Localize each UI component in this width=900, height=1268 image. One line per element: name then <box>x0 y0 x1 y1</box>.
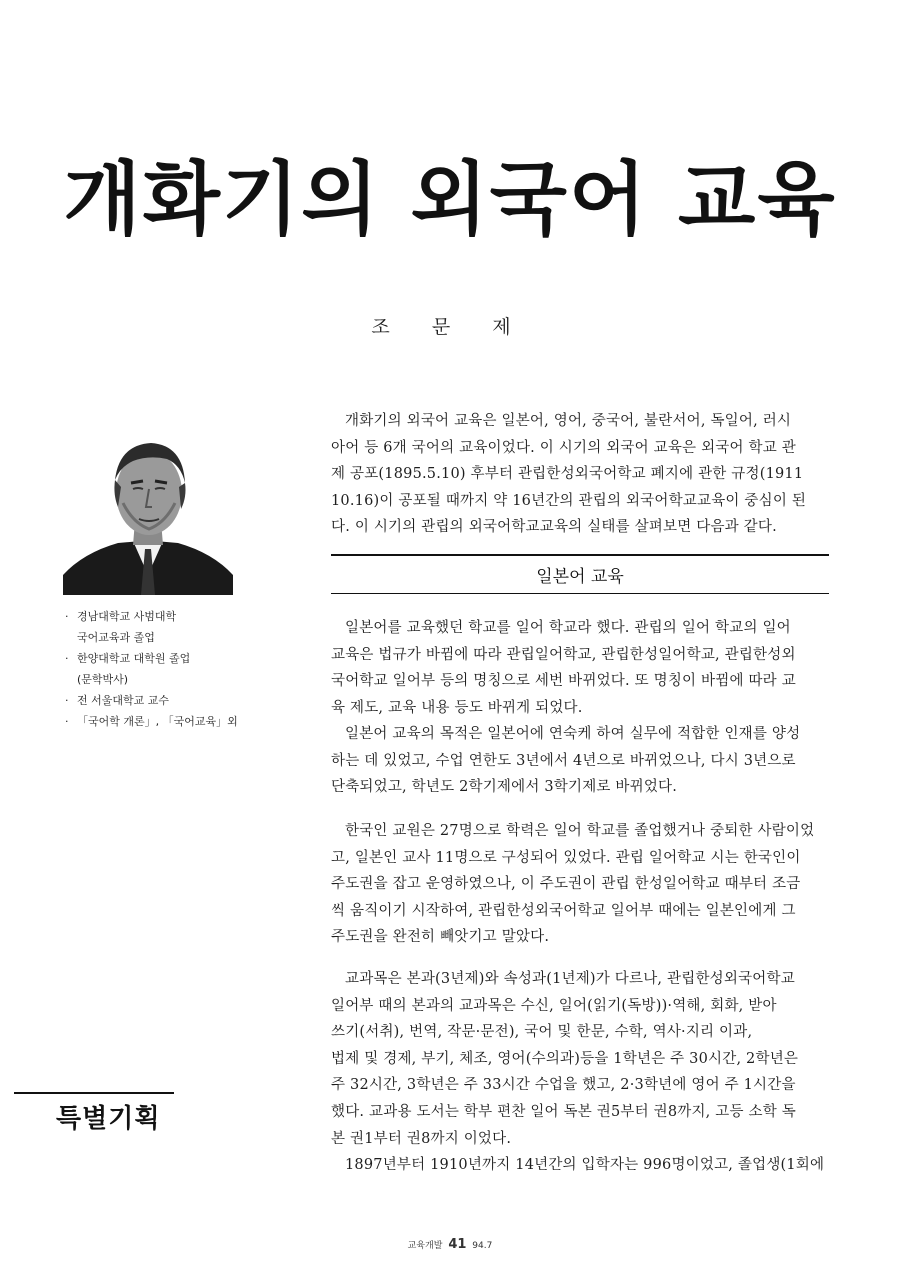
text-line: 쓰기(서취), 번역, 작문·문전), 국어 및 한문, 수학, 역사·지리 이과, <box>331 1024 753 1041</box>
text-line: 일본어 교육의 목적은 일본어에 연숙케 하여 실무에 적합한 인재를 양성 <box>345 726 801 742</box>
text-line: 제 공포(1895.5.10) 후부터 관립한성외국어학교 폐지에 관한 규정(1911 <box>331 466 804 483</box>
text-line: 하는 데 있었고, 수업 연한도 3년에서 4년으로 바뀌었으나, 다시 3년으로 <box>331 752 796 769</box>
intro-paragraph <box>331 408 831 541</box>
body-paragraph <box>331 966 831 1152</box>
bio-line: 한양대학교 대학원 졸업 <box>77 652 191 665</box>
body-paragraph <box>331 818 831 951</box>
text-line: 1897년부터 1910년까지 14년간의 입학자는 996명이었고, 졸업생(1회에 <box>345 1157 825 1173</box>
bio-item: · 경남대학교 사범대학 국어교육과 졸업 <box>63 606 303 648</box>
text-line: 법제 및 경제, 부기, 체조, 영어(수의과)등을 1학년은 주 30시간, 2학년은 <box>331 1050 799 1067</box>
section-rule-bottom <box>331 593 829 594</box>
text-line: 주도권을 완전히 빼앗기고 말았다. <box>331 929 550 946</box>
issue-date: 94.7 <box>472 1241 493 1251</box>
bio-item: · 「국어학 개론」, 「국어교육」외 <box>63 711 303 732</box>
body-paragraph <box>331 615 831 721</box>
bio-line: (문학박사) <box>77 673 129 686</box>
bio-item: · 한양대학교 대학원 졸업 (문학박사) <box>63 648 303 690</box>
text-line: 일본어를 교육했던 학교를 일어 학교라 했다. 관립의 일어 학교의 일어 <box>345 620 791 636</box>
body-paragraph <box>331 721 831 801</box>
tag-rule <box>14 1092 174 1094</box>
bio-line: 경남대학교 사범대학 <box>77 610 177 623</box>
journal-name: 교육개발 <box>407 1241 443 1251</box>
text-line: 육 제도, 교육 내용 등도 바뀌게 되었다. <box>331 699 583 716</box>
text-line: 주도권을 잡고 운영하였으나, 이 주도권이 관립 한성일어학교 때부터 조금 <box>331 876 801 893</box>
text-line: 교육은 법규가 바뀜에 따라 관립일어학교, 관립한성일어학교, 관립한성외 <box>331 646 796 663</box>
page-footer <box>0 1237 900 1252</box>
page-number: 41 <box>448 1237 467 1252</box>
text-line: 주 32시간, 3학년은 주 33시간 수업을 했고, 2·3학년에 영어 주 1시간을 <box>331 1077 796 1094</box>
text-line: 한국인 교원은 27명으로 학력은 일어 학교를 졸업했거나 중퇴한 사람이었 <box>345 823 815 839</box>
section-rule-top <box>331 554 829 556</box>
bio-line: 전 서울대학교 교수 <box>77 694 170 707</box>
text-line: 교과목은 본과(3년제)와 속성과(1년제)가 다르나, 관립한성외국어학교 <box>345 971 795 987</box>
bio-line: 「국어학 개론」, 「국어교육」외 <box>77 715 238 728</box>
bio-line: 국어교육과 졸업 <box>77 631 155 644</box>
text-line: 개화기의 외국어 교육은 일본어, 영어, 중국어, 불란서어, 독일어, 러시 <box>345 413 792 429</box>
text-line: 씩 움직이기 시작하여, 관립한성외국어학교 일어부 때에는 일본인에게 그 <box>331 902 796 919</box>
author-photo <box>63 425 233 595</box>
section-heading: 일본어 교육 <box>536 567 624 587</box>
bio-item: · 전 서울대학교 교수 <box>63 690 303 711</box>
body-paragraph <box>331 1152 831 1179</box>
text-line: 다. 이 시기의 관립의 외국어학교교육의 실태를 살펴보면 다음과 같다. <box>331 519 777 536</box>
text-line: 고, 일본인 교사 11명으로 구성되어 있었다. 관립 일어학교 시는 한국인이 <box>331 849 801 866</box>
text-line: 10.16)이 공포될 때까지 약 16년간의 관립의 외국어학교교육이 중심이 된 <box>331 492 807 509</box>
author-name: 조 문 제 <box>371 316 529 338</box>
text-line: 했다. 교과용 도서는 학부 편찬 일어 독본 권5부터 권8까지, 고등 소학 독 <box>331 1103 796 1120</box>
text-line: 단축되었고, 학년도 2학기제에서 3학기제로 바뀌었다. <box>331 779 678 796</box>
text-line: 아어 등 6개 국어의 교육이었다. 이 시기의 외국어 교육은 외국어 학교 관 <box>331 439 796 456</box>
text-line: 본 권1부터 권8까지 이었다. <box>331 1130 512 1147</box>
text-line: 국어학교 일어부 등의 명칭으로 세번 바뀌었다. 또 명칭이 바뀜에 따라 교 <box>331 673 796 690</box>
text-line: 일어부 때의 본과의 교과목은 수신, 일어(읽기(독방))·역해, 회화, 받아 <box>331 997 777 1014</box>
page-title: 개화기의 외국어 교육 <box>63 153 837 246</box>
special-feature-tag: 특별기획 <box>56 1104 161 1134</box>
author-bio <box>63 606 303 732</box>
